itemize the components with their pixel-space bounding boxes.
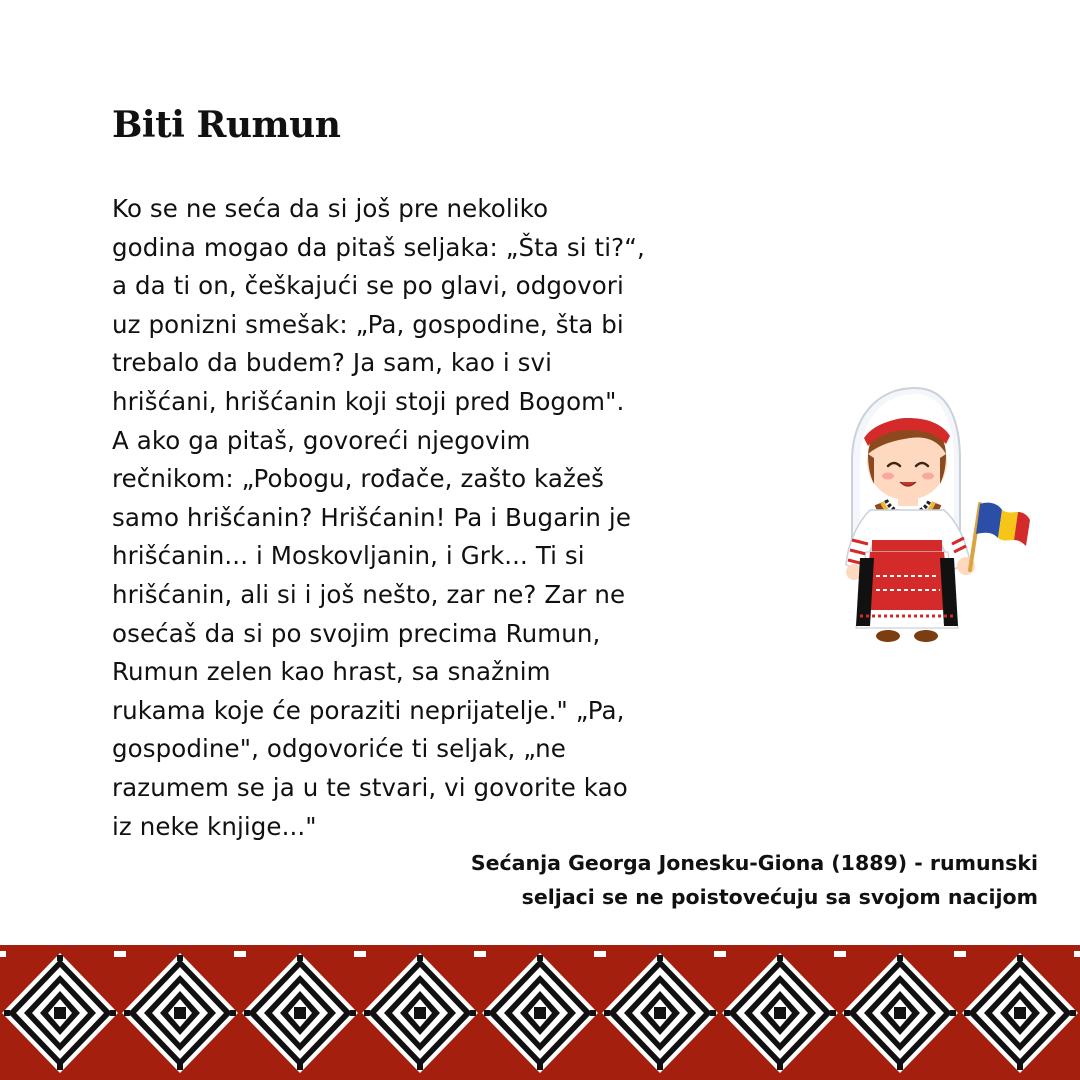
- folk-costume-girl-icon: [830, 380, 1040, 650]
- quote-text: Ko se ne seća da si još pre nekoliko godina mogao da pitaš seljaka: „Šta si ti?“, a da ti on, češkajući se po glavi, odgovori uz ponizni smešak: „Pa, gospodine, šta bi trebalo da budem? Ja sam, kao i svi hrišćani, hrišćanin koji stoji pred Bogom". A ako ga pitaš, govoreći njegovim rečnikom: „Pobogu, rođače, zašto kažeš samo hrišćanin? Hrišćanin! Pa i Bugarin je hrišćanin... i Moskovljanin, i Grk... Ti si hrišćanin, ali si i još nešto, zar ne? Zar ne osećaš da si po svojim precima Rumun, Rumun zelen kao hrast, sa snažnim rukama koje će poraziti neprijatelje." „Pa, gospodine", odgovoriće ti seljak, „ne razumem se ja u te stvari, vi govorite kao iz neke knjige...": [112, 194, 645, 841]
- page-title: Biti Rumun: [112, 104, 341, 146]
- folk-pattern-border: [0, 945, 1080, 1080]
- quote-source-caption: Sećanja Georga Jonesku-Giona (1889) - rumunski seljaci se ne poistovećuju sa svojom nacijom: [470, 851, 1038, 909]
